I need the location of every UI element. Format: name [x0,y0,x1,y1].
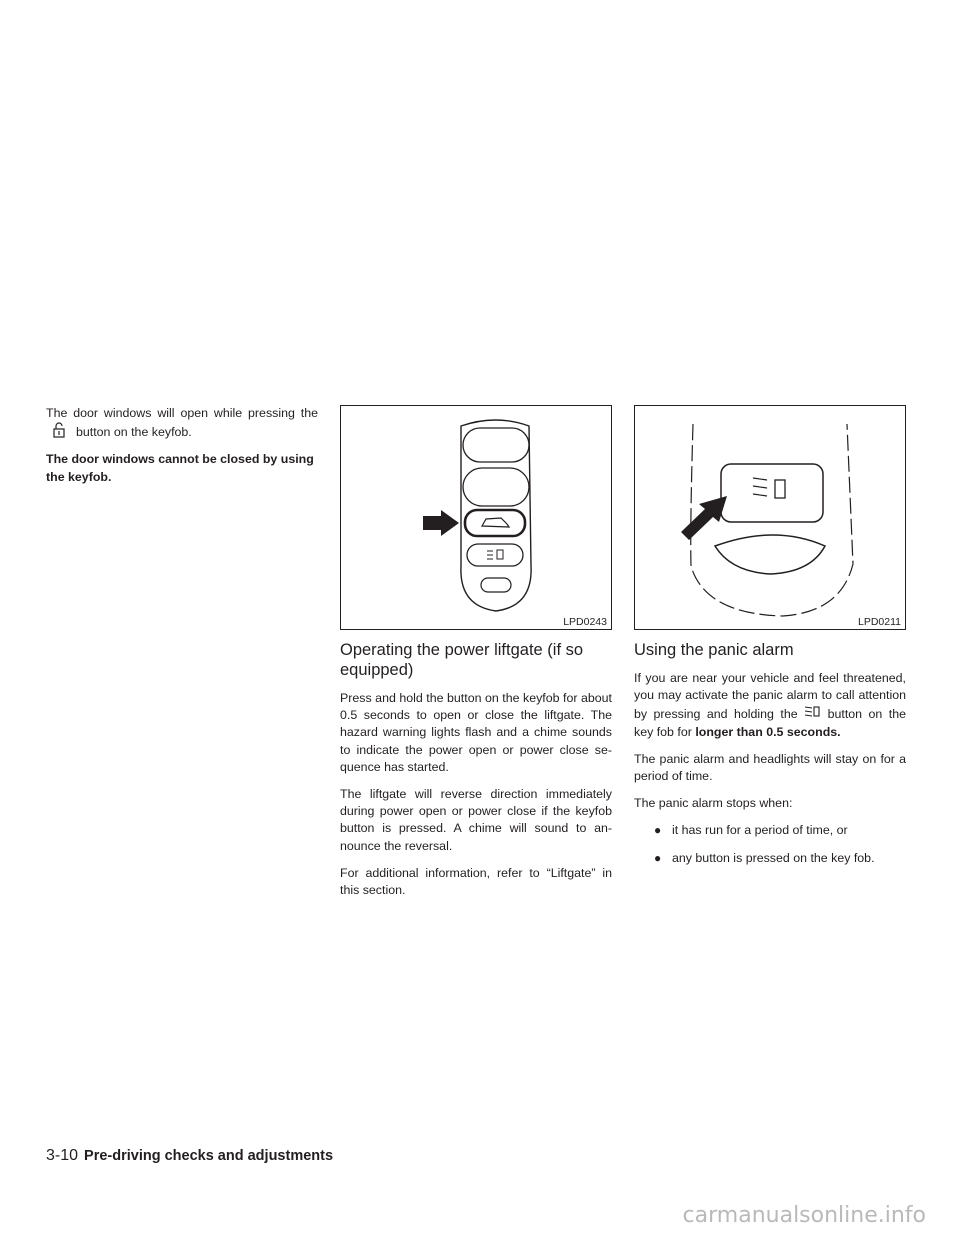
panic-button-illustration [635,406,905,629]
panic-paragraph-3: The panic alarm stops when: [634,796,793,811]
panic-text-b: button on the key fob for [634,707,906,739]
panic-icon [487,550,503,559]
panic-icon [753,478,785,498]
lock-button-shape [463,428,529,462]
panic-heading: Using the panic alarm [634,641,794,659]
liftgate-paragraph-3: For additional information, refer to “Liftgate” in this section. [340,865,612,898]
figure-code: LPD0211 [857,616,901,628]
panic-icon [802,704,822,720]
arrow-icon [681,496,727,540]
arrow-icon [423,510,459,536]
panic-button-shape [467,544,523,566]
window-open-text-b: button on the keyfob. [76,425,192,440]
panic-paragraph-1 [634,670,906,741]
panic-column [634,405,906,877]
page-number: 3-10 [46,1147,79,1164]
list-item-text: any button is pressed on the key fob. [672,850,875,865]
liftgate-icon [482,518,509,527]
panic-stop-list [634,822,906,866]
window-open-paragraph [46,405,318,441]
figure-code: LPD0243 [563,616,607,628]
section-title: Pre-driving checks and adjustments [84,1148,334,1164]
bullet-icon: ● [654,823,662,838]
panic-text-a: If you are near your vehicle and feel threatened, you may activate the panic alarm to call attention by pressing and holding the [634,671,906,722]
list-item [654,850,906,867]
liftgate-paragraph-2: The liftgate will reverse direction immediately during power open or power close if the keyfob button is pressed. A chime will sound to an- nounce the reversal. [340,787,612,853]
liftgate-heading: Operating the power liftgate (if so equipped) [340,641,584,679]
left-column [46,405,318,496]
keyfob-illustration [341,406,611,629]
window-close-warning: The door windows cannot be closed by using the keyfob. [46,452,314,484]
liftgate-button-shape [465,510,525,536]
list-item-text: it has run for a period of time, or [672,823,848,838]
panic-button-figure [634,405,906,630]
keyfob-liftgate-figure [340,405,612,630]
panic-duration-bold: longer than 0.5 seconds. [695,724,841,739]
liftgate-column [340,405,612,909]
watermark: carmanualsonline.info [682,1203,926,1228]
page-footer [46,1146,333,1166]
bullet-icon: ● [654,850,662,865]
liftgate-paragraph-1: Press and hold the button on the keyfob for about 0.5 seconds to open or close the liftgate. The hazard warning lights flash and a chime sounds to indicate the power open or power close se- quence has started. [340,691,612,774]
unlock-button-shape [463,468,529,506]
list-item [654,822,906,839]
panic-button-shape [721,464,823,522]
panic-paragraph-2: The panic alarm and headlights will stay on for a period of time. [634,751,906,784]
unlock-icon [50,422,70,438]
window-open-text-a: The door windows will open while pressing the [46,406,318,420]
